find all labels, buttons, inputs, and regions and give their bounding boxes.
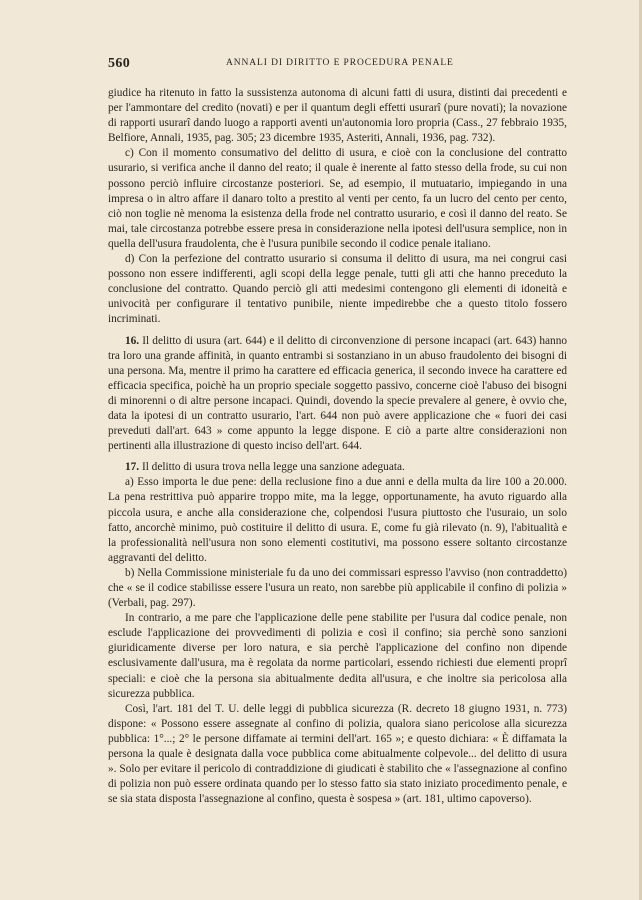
paragraph: In contrario, a me pare che l'applicazione delle pene stabilite per l'usura dal codice penale, non esclude l'applicazione dei provvedimenti di polizia e così il confino; sia perchè sono sanzioni giuridicamente diverse per loro natura, e sia perchè l'applicazione del confino non dipende esclusivamente dall'usura, ma è regolata da norme particolari, essendo richiesti due elementi proprî speciali: e cioè che la persona sia abitualmente dedita all'usura, e che inoltre sia pericolosa alla sicurezza pubblica.	[108, 612, 567, 700]
paragraph: giudice ha ritenuto in fatto la sussistenza autonoma di alcuni fatti di usura, distinti dai precedenti e per l'ammontare del credito (novati) e per il quantum degli effetti usurarî (pure novati); la novazione di rapporti usurarî dando luogo a rapporti aventi un'autonomia loro propria (Cass., 27 febbraio 1935, Belfiore, Annali, 1935, pag. 305; 23 dicembre 1935, Asteriti, Annali, 1936, pag. 732).	[108, 87, 567, 145]
paragraph: d) Con la perfezione del contratto usurario si consuma il delitto di usura, ma nei congrui casi possono non essere indifferenti, agli scopi della legge penale, tutti gli atti che hanno preceduto la conclusione del contratto. Quando perciò gli atti medesimi contengono gli elementi di idoneità e univocità per configurare il tentativo punibile, niente impedirebbe che a questo titolo fossero incriminati.	[108, 253, 567, 326]
section-text: Il delitto di usura (art. 644) e il delitto di circonvenzione di persone incapaci (art. 643) hanno tra loro una grande affinità, in quanto entrambi si sostanziano in un abuso fraudolento dei bisogni di una persona. Ma, mentre il primo ha carattere ed efficacia generica, il secondo invece ha carattere ed efficacia specifica, poichè ha un proprio speciale soggetto passivo, concerne cioè l'abuso dei bisogni di minorenni o di altre persone incapaci. Quindi, dovendo la specie prevalere al genere, è ovvio che, data la ipotesi di un contratto usurario, l'art. 644 non può avere applicazione che « fuori dei casi preveduti dall'art. 643 » come appunto la legge dispone. E ciò a parte altre considerazioni non pertinenti alla illustrazione di questo inciso dell'art. 644.	[108, 334, 567, 453]
page-body	[108, 86, 567, 807]
paragraph: a) Esso importa le due pene: della reclusione fino a due anni e della multa da lire 100 a 20.000. La pena restrittiva può apparire troppo mite, ma la legge, opportunamente, ha avuto riguardo alla piccola usura, e anche alla considerazione che, colpendosi l'usura piuttosto che l'usuraio, un solo fatto, ancorchè minimo, può costituire il delitto di usura. E, come fu già rilevato (n. 9), l'abitualità e la professionalità nell'usura non sono elementi costitutivi, ma possono essere soltanto circostanze aggravanti del delitto.	[108, 476, 567, 564]
paragraph: b) Nella Commissione ministeriale fu da uno dei commissari espresso l'avviso (non contraddetto) che « se il codice stabilisse essere l'usura un reato, non sarebbe più applicabile il confino di polizia » (Verbali, pag. 297).	[108, 566, 567, 610]
section-text: Il delitto di usura trova nella legge una sanzione adeguata.	[141, 461, 405, 474]
running-title: ANNALI DI DIRITTO E PROCEDURA PENALE	[226, 58, 454, 68]
section-16	[108, 334, 567, 455]
section-number: 17.	[125, 461, 140, 474]
page-number: 560	[108, 56, 131, 71]
section-number: 16.	[125, 334, 140, 347]
section-17	[108, 460, 567, 475]
paragraph: Così, l'art. 181 del T. U. delle leggi di pubblica sicurezza (R. decreto 18 giugno 1931, n. 773) dispone: « Possono essere assegnate al confino di polizia, qualora siano pericolose alla sicurezza pubblica: 1°...; 2° le persone diffamate ai termini dell'art. 165 »; e questo dichiara: « È diffamata la persona la quale è designata dalla voce pubblica come abitualmente colpevole... del delitto di usura ». Solo per evitare il pericolo di contraddizione di giudicati è stabilito che « l'assegnazione al confino di polizia non può essere ordinata quando per lo stesso fatto sia stato iniziato procedimento penale, e se sia stata disposta l'assegnazione al confino, questa è sospesa » (art. 181, ultimo capoverso).	[108, 702, 567, 806]
paragraph: c) Con il momento consumativo del delitto di usura, e cioè con la conclusione del contratto usurario, si verifica anche il danno del reato; il quale è inerente al fatto stesso della frode, su cui non possono perciò influire circostanze posteriori. Se, ad esempio, il mutuatario, impiegando in una impresa o in altro affare il danaro tolto a prestito al venti per cento, fa un lucro del cento per cento, ciò non toglie nè menoma la esistenza della frode nel contratto usurario, e così il danno del reato. Se mai, tale circostanza potrebbe essere presa in considerazione nella ipotesi dell'usura semplice, non in quella dell'usura fraudolenta, che è l'usura punibile secondo il codice penale italiano.	[108, 147, 567, 250]
